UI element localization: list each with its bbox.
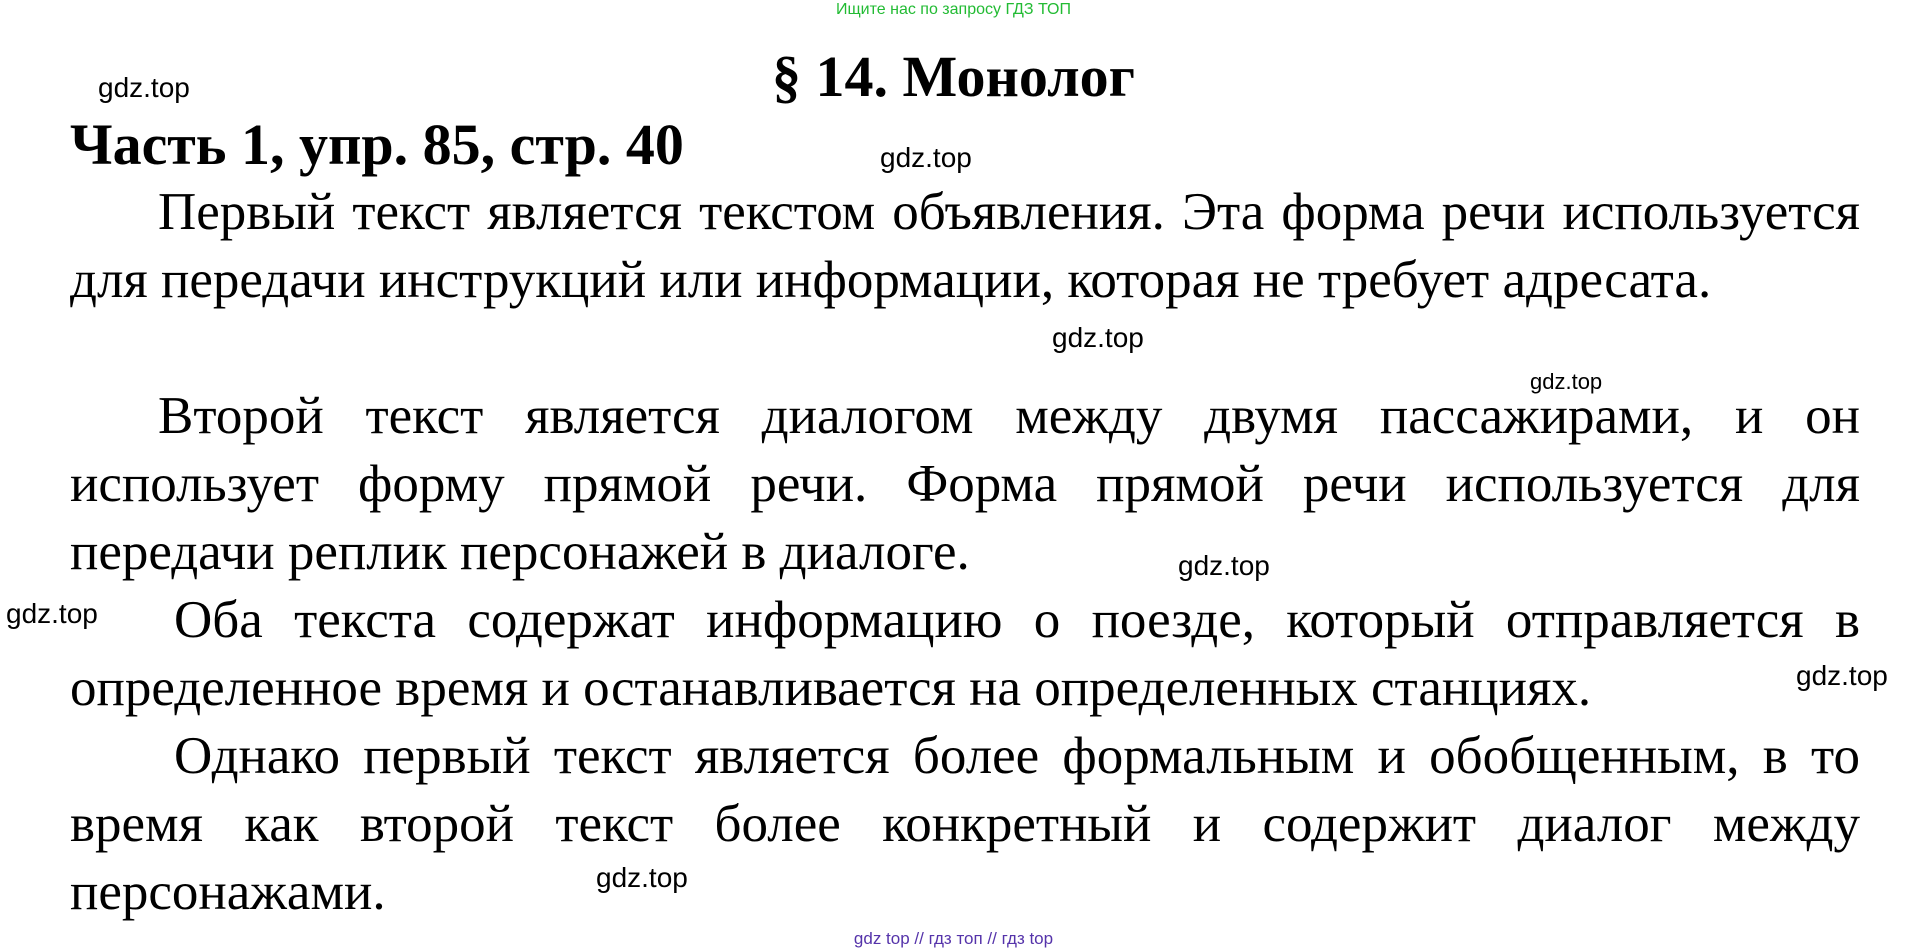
paragraph-3: Оба текста содержат информацию о поезде, который отправляется в определенное время и останавливается на определенных станциях. [70,591,1860,717]
watermark: gdz.top [1530,369,1603,394]
watermark: gdz.top [596,862,688,893]
top-banner: Ищите нас по запросу ГДЗ ТОП [836,1,1071,18]
watermark: gdz.top [6,598,98,629]
page-title: § 14. Монолог [771,44,1135,109]
watermark: gdz.top [1178,550,1270,581]
watermark: gdz.top [1052,322,1144,353]
watermark: gdz.top [880,142,972,173]
paragraph-4: Однако первый текст является более формальным и обобщенным, в то время как второй текст более конкретный и содержит диалог между персонажами. [70,727,1860,921]
exercise-heading: Часть 1, упр. 85, стр. 40 [70,112,684,177]
watermark: gdz.top [1796,660,1888,691]
watermark: gdz.top [98,72,190,103]
paragraph-2: Второй текст является диалогом между двумя пассажирами, и он использует форму прямой речи. Форма прямой речи используется для передачи реплик персонажей в диалоге. [70,387,1860,581]
footer-links: gdz top // гдз топ // гдз top [853,929,1054,948]
paragraph-1: Первый текст является текстом объявления. Эта форма речи используется для передачи инструкций или информации, которая не требует адресата. [70,183,1860,309]
